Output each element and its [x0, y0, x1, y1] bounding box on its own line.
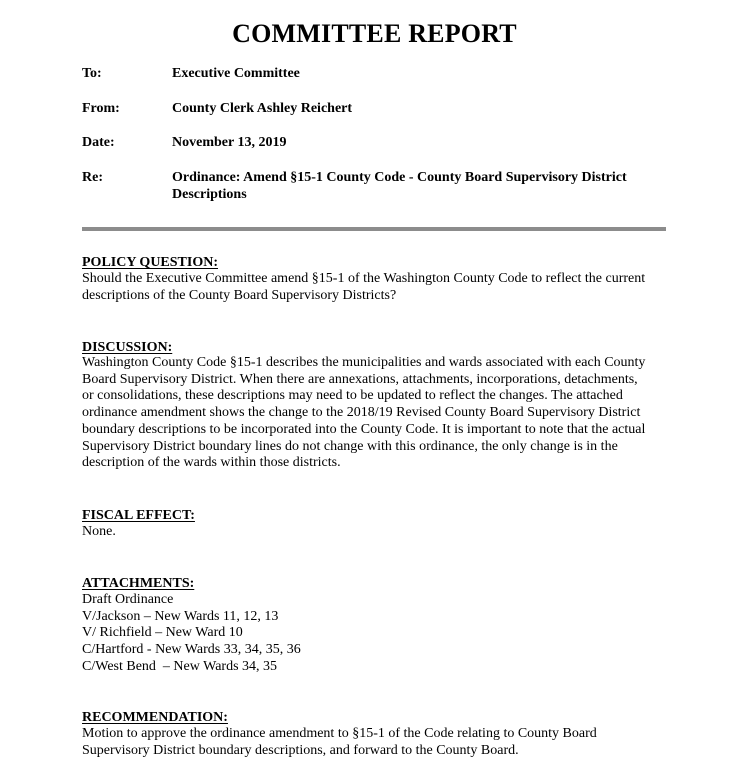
text-line: Should the Executive Committee amend §15-1 of the Washington County Code to reflect the current: [82, 271, 646, 286]
discussion-heading: DISCUSSION:: [82, 340, 173, 355]
fiscal-effect-heading: FISCAL EFFECT:: [82, 508, 195, 523]
report-title: COMMITTEE REPORT: [232, 19, 517, 48]
text-line: None.: [82, 524, 116, 539]
date-label: Date:: [82, 135, 115, 150]
recommendation-heading: RECOMMENDATION:: [82, 710, 228, 725]
date-value: November 13, 2019: [172, 135, 287, 150]
re-value: [172, 169, 672, 203]
text-line: Supervisory District boundary descriptions, and forward to the County Board.: [82, 742, 519, 758]
recommendation-text: [82, 726, 672, 759]
re-value-line: Descriptions: [172, 187, 247, 202]
to-label: To:: [82, 66, 102, 81]
text-line: Supervisory District boundary lines do not change with this ordinance, the only change is in the: [82, 438, 618, 454]
list-item: C/West Bend – New Wards 34, 35: [82, 658, 278, 674]
attachments-heading: ATTACHMENTS:: [82, 576, 195, 591]
discussion-text: [82, 355, 672, 472]
list-item: V/Jackson – New Wards 11, 12, 13: [82, 608, 279, 624]
from-label: From:: [82, 101, 120, 116]
from-value: County Clerk Ashley Reichert: [172, 101, 353, 116]
header-divider: [82, 227, 666, 231]
list-item: Draft Ordinance: [82, 592, 174, 607]
attachments-list: [82, 592, 672, 676]
list-item: C/Hartford - New Wards 33, 34, 35, 36: [82, 642, 301, 658]
text-line: description of the wards within those districts.: [82, 455, 341, 471]
fiscal-effect-text: [82, 524, 672, 541]
re-label: Re:: [82, 170, 103, 185]
text-line: Motion to approve the ordinance amendment to §15-1 of the Code relating to County Board: [82, 726, 597, 741]
policy-question-heading: POLICY QUESTION:: [82, 255, 219, 270]
re-value-line: Ordinance: Amend §15-1 County Code - County Board Supervisory District: [172, 170, 627, 185]
list-item: V/ Richfield – New Ward 10: [82, 625, 243, 641]
text-line: boundary descriptions to be incorporated into the County Code. It is important to note that the actual: [82, 421, 646, 437]
to-value: Executive Committee: [172, 66, 300, 81]
text-line: Washington County Code §15-1 describes the municipalities and wards associated with each County: [82, 355, 646, 370]
text-line: or consolidations, these descriptions may need to be updated to reflect the changes. The attached: [82, 388, 623, 404]
text-line: ordinance amendment shows the change to the 2018/19 Revised County Board Supervisory District: [82, 405, 641, 421]
text-line: descriptions of the County Board Supervisory Districts?: [82, 287, 397, 303]
text-line: Board Supervisory District. When there are annexations, attachments, incorporations, detachments,: [82, 371, 638, 387]
policy-question-text: [82, 271, 672, 304]
